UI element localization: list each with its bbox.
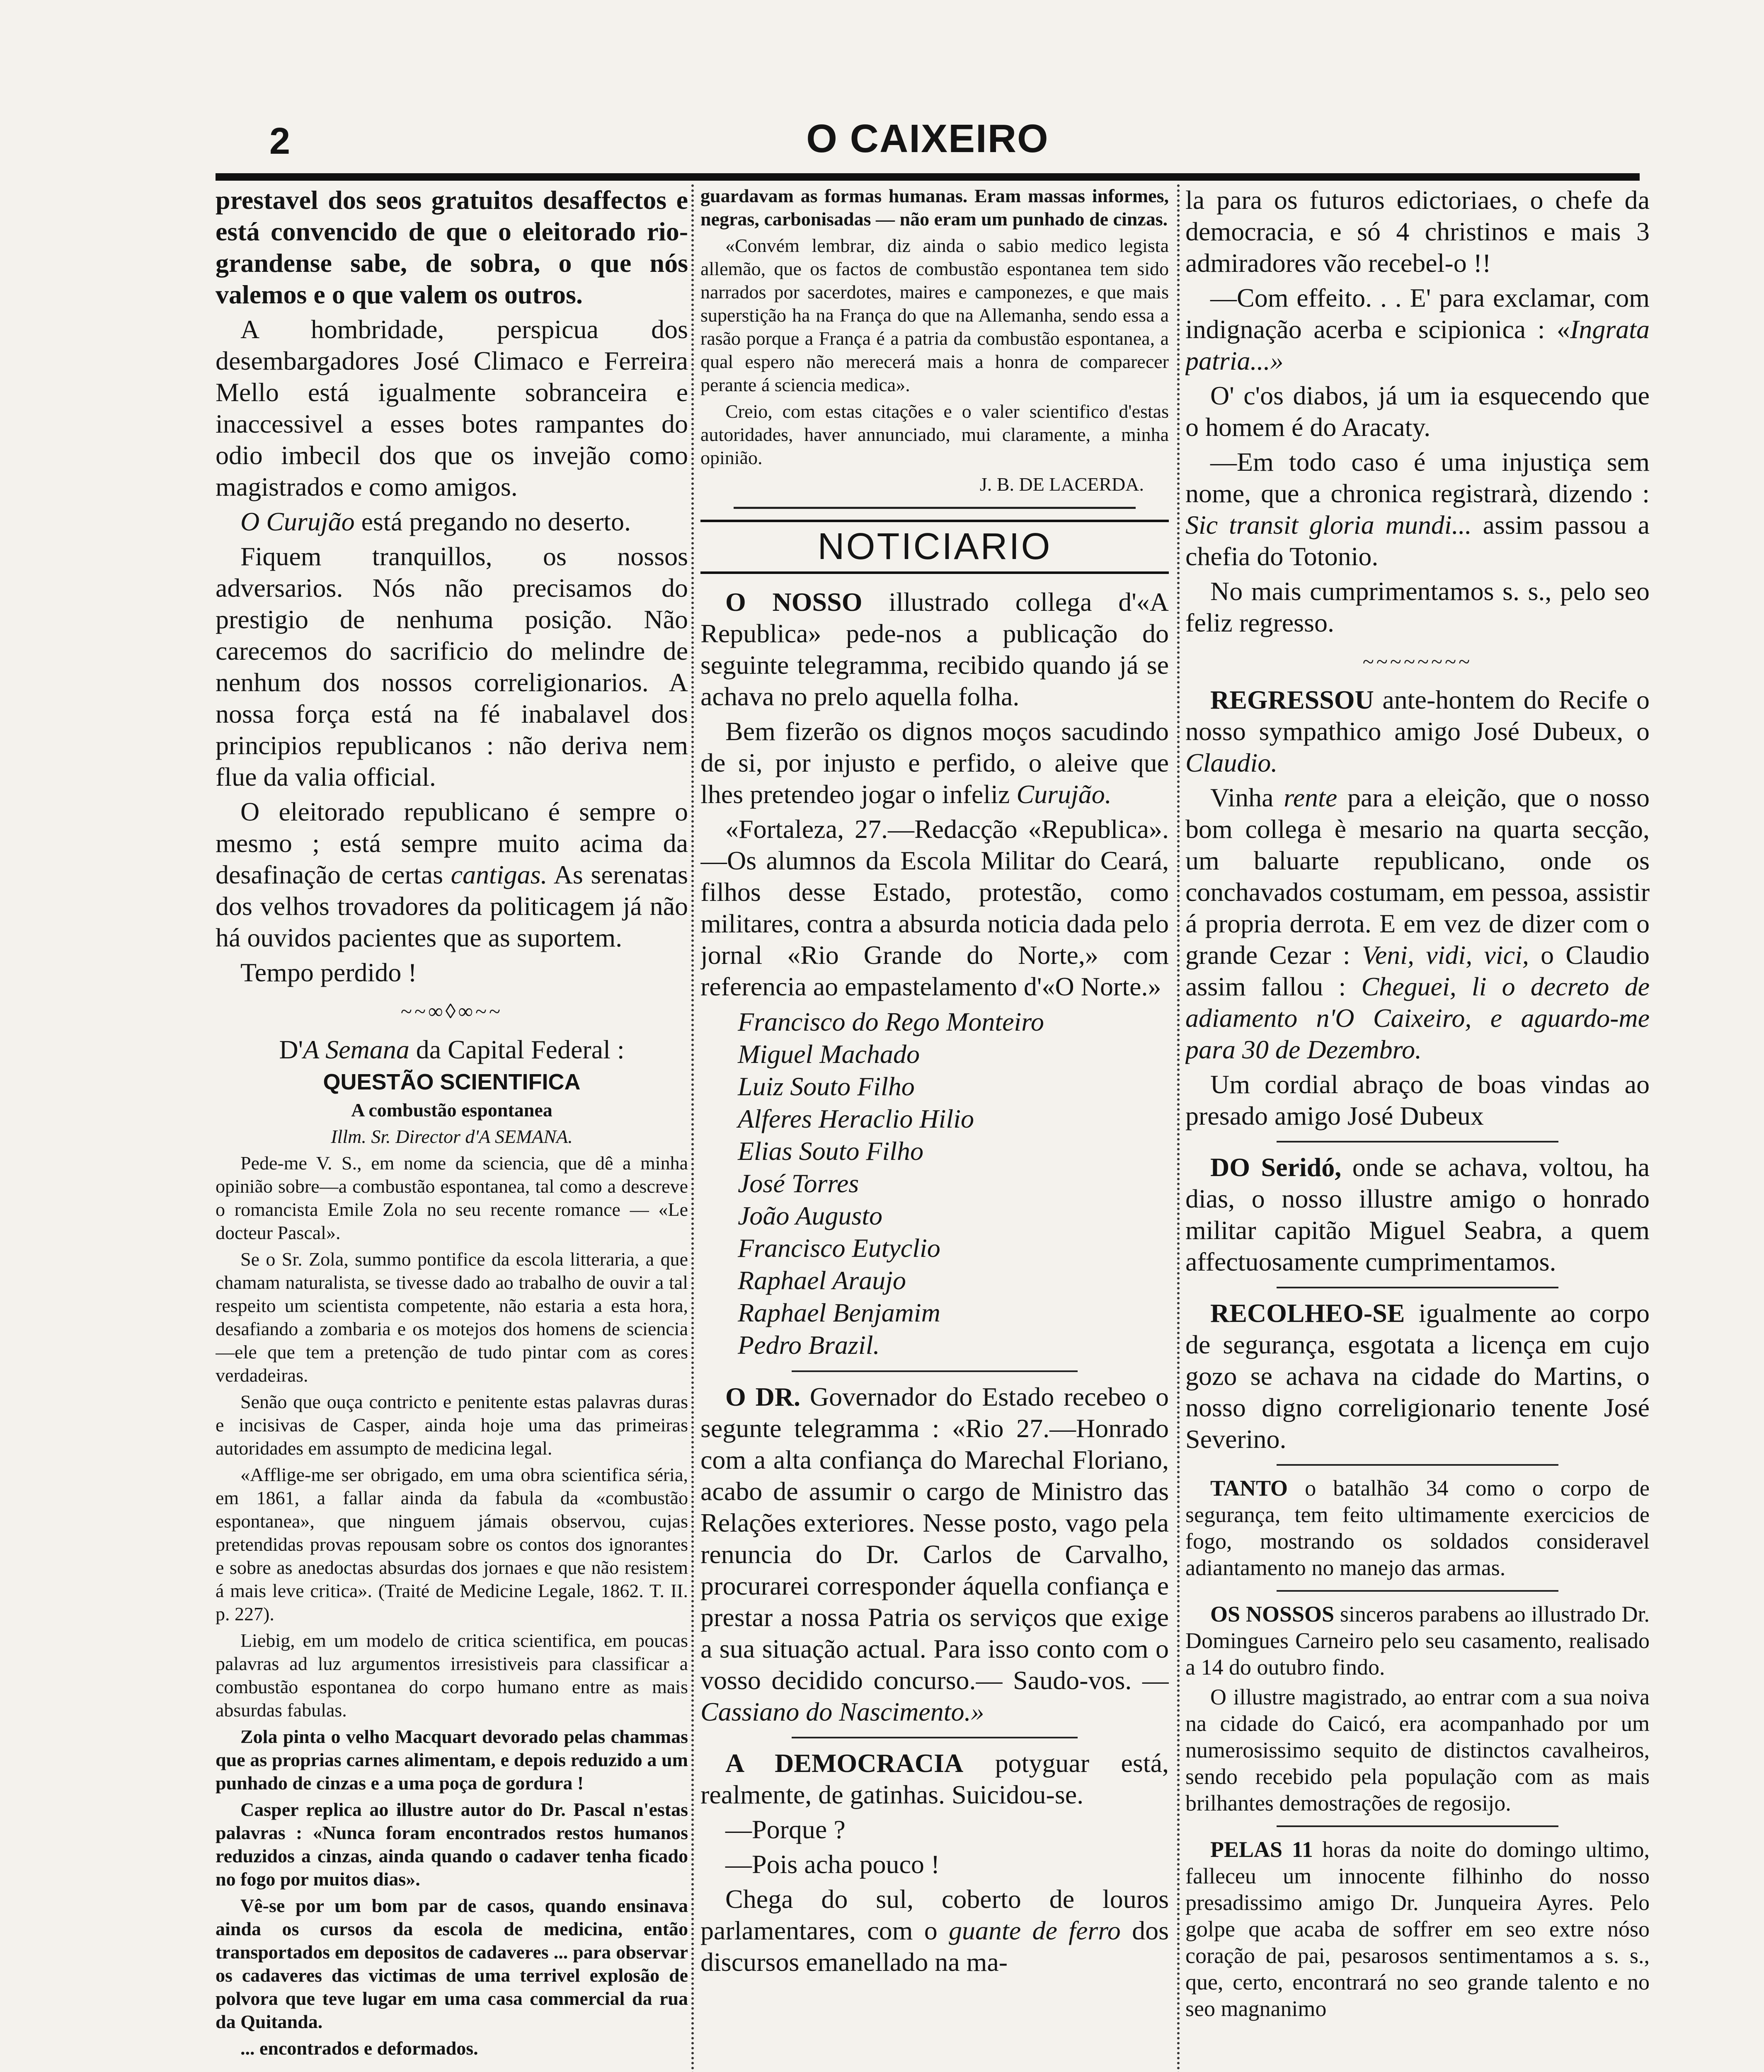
news-text: o batalhão 34 como o corpo de segurança, tem feito ultimamente exercicios de fogo, mostrando os soldados consideravel adiantamento no manejo das armas. bbox=[1185, 1476, 1650, 1580]
news-text: sinceros parabens ao illustrado Dr. Domingues Carneiro pelo seu casamento, realisado a 14 do outubro findo. bbox=[1185, 1602, 1650, 1680]
news-item bbox=[1185, 1475, 1650, 1581]
news-lead: A DEMOCRACIA bbox=[725, 1748, 964, 1778]
signatory-name: Miguel Machado bbox=[738, 1039, 920, 1069]
news-text: onde se achava, voltou, ha dias, o nosso illustre amigo o honrado militar capitão Miguel Seabra, a quem affectuosamente cumprimentamos. bbox=[1185, 1152, 1650, 1276]
article-paragraph: «Convém lembrar, diz ainda o sabio medico legista allemão, que os factos de combustão espontanea tem sido narrados por sacerdotes, maires e camponezes, e que mais superstição ha na França do que na Allemanha, sendo essa a rasão porque a França é a patria da combustão espontanea, a qual espero não merecerá mais a honra de comparecer perante á sciencia medica». bbox=[700, 235, 1169, 395]
article-text: cantigas. bbox=[451, 860, 548, 889]
news-lead: O NOSSO bbox=[725, 587, 863, 617]
item-rule bbox=[1277, 1590, 1558, 1592]
news-text: —Em todo caso é uma injustiça sem nome, que a chronica registrarà, dizendo : bbox=[1185, 447, 1650, 508]
article-subtitle: A combustão espontanea bbox=[351, 1099, 552, 1121]
article-paragraph: Fiquem tranquillos, os nossos adversarios. Nós não precisamos do prestigio de nenhuma posição. Não carecemos do sacrificio do melindre de nenhum dos nossos correligionarios. A nossa força está na fé inabalavel dos principios republicanos : não deriva nem flue da valia official. bbox=[216, 542, 688, 792]
news-item bbox=[1185, 1152, 1650, 1278]
news-text: Chega do sul, coberto de louros parlamentares, com o bbox=[700, 1884, 1169, 1945]
news-item: O illustre magistrado, ao entrar com a sua noiva na cidade do Caicó, era acompanhado por um numerosissimo sequito de distinctos cavalheiros, sendo recebido pela população com as mais brilhantes demostrações de regosijo. bbox=[1185, 1685, 1650, 1815]
signatory-name: Pedro Brazil. bbox=[738, 1330, 880, 1360]
article-paragraph bbox=[216, 506, 688, 537]
news-item bbox=[700, 716, 1169, 810]
news-lead: RECOLHEO-SE bbox=[1210, 1298, 1405, 1328]
news-item bbox=[1185, 1836, 1650, 2022]
news-lead: DO Seridó, bbox=[1210, 1152, 1342, 1182]
column-separator bbox=[691, 184, 694, 2072]
item-rule bbox=[1277, 1464, 1558, 1466]
news-text: para a eleição, que o nosso bom collega è mesario na quarta secção, um baluarte republicano, onde os conchavados costumam, em pessoa, assistir á propria derrota. E em vez de dizer com o grande Cezar : bbox=[1185, 783, 1650, 970]
news-text: guante de ferro bbox=[948, 1916, 1121, 1945]
signatory-name: Francisco do Rego Monteiro bbox=[738, 1007, 1044, 1036]
signatory-name: Luiz Souto Filho bbox=[738, 1072, 915, 1101]
news-text: illustrado collega d'«A Republica» pede-nos a publicação do seguinte telegramma, recibido quando já se achava no prelo aquella folha. bbox=[700, 587, 1169, 711]
signatory-name: João Augusto bbox=[738, 1201, 883, 1230]
news-text: assim passou a chefia do Totonio. bbox=[1185, 510, 1650, 571]
page-number: 2 bbox=[269, 121, 291, 162]
column-separator bbox=[1177, 184, 1180, 2072]
news-item bbox=[700, 1883, 1169, 1978]
news-lead: PELAS 11 bbox=[1210, 1837, 1313, 1862]
header-rule bbox=[216, 173, 1640, 181]
article-text: As serenatas dos velhos trovadores da politicagem já não há ouvidos pacientes que as suportem. bbox=[216, 860, 688, 952]
article-paragraph: A hombridade, perspicua dos desembargadores José Climaco e Ferreira Mello está igualmente sobranceira e inaccessivel a esses botes rampantes do odio imbecil dos que os invejão como magistrados e como amigos. bbox=[216, 315, 688, 501]
news-text: Curujão. bbox=[1016, 779, 1112, 809]
article-paragraph: Casper replica ao illustre autor do Dr. Pascal n'estas palavras : «Nunca foram encontrados restos humanos reduzidos a cinzas, ainda quando o cadaver tenha ficado no fogo por muitos dias». bbox=[216, 1799, 688, 1890]
signatory-list bbox=[700, 1006, 1169, 1361]
news-text: Ingrata patria...» bbox=[1185, 315, 1650, 375]
news-text: igualmente ao corpo de segurança, esgotata a licença em cujo gozo se achava na cidade do Martins, o nosso digno correligionario tenente José Severino. bbox=[1185, 1298, 1650, 1454]
article-paragraph: Se o Sr. Zola, summo pontifice da escola litteraria, a que chamam naturalista, se tivesse dado ao trabalho de ouvir a tal respeito um scientista competente, não estaria a esta hora, desafiando a zombaria e os motejos dos homens de sciencia—ele que tem a pretenção de tudo pintar com as cores verdadeiras. bbox=[216, 1249, 688, 1386]
news-item bbox=[1185, 782, 1650, 1065]
news-lead: O DR. bbox=[725, 1382, 801, 1411]
news-text: Claudio. bbox=[1185, 748, 1278, 777]
source-line bbox=[216, 1034, 688, 1065]
section-rule bbox=[734, 507, 1136, 509]
signatory-name: Francisco Eutyclio bbox=[738, 1233, 940, 1263]
news-item bbox=[1185, 282, 1650, 377]
news-item: —Porque ? bbox=[725, 1815, 846, 1844]
column-2 bbox=[700, 184, 1169, 2072]
news-text: Governador do Estado recebeo o segunte telegramma : «Rio 27.—Honrado com a alta confiança do Marechal Floriano, acabo de assumir o cargo de Ministro das Relações exteriores. Nesse posto, vago pela renuncia do Dr. Carlos de Carvalho, procurarei corresponder áquella confiança e prestar a nossa Patria os serviços que exige a sua situação actual. Para isso conto com o vosso decidido concurso.— Saudo-vos. — bbox=[700, 1382, 1169, 1695]
article-paragraph: Pede-me V. S., em nome da sciencia, que dê a minha opinião sobre—a combustão espontanea, tal como a descreve o romancista Emile Zola no seu recente romance — «Le docteur Pascal». bbox=[216, 1152, 688, 1243]
signatory-name: José Torres bbox=[738, 1169, 859, 1198]
news-text: horas da noite do domingo ultimo, falleceu um innocente filhinho do nosso presadissimo amigo Dr. Junqueira Ayres. Pelo golpe que acaba de soffrer em seo extre nóso coração de pai, pesarosos sentimentamos a s. s., que, certo, encontrará no seo grande talento e no seo magnanimo bbox=[1185, 1837, 1650, 2021]
signature: J. B. DE LACERDA. bbox=[979, 474, 1144, 495]
news-item: «Fortaleza, 27.—Redacção «Republica».—Os alumnos da Escola Militar do Ceará, filhos desse Estado, protestão, como militares, contra a absurda noticia dada pelo jornal «Rio Grande do Norte,» com referencia ao empastelamento d'«O Norte.» bbox=[700, 814, 1169, 1001]
column-1 bbox=[216, 184, 688, 2072]
news-text: Vinha bbox=[1210, 783, 1284, 812]
curujao-name: O Curujão bbox=[240, 507, 355, 536]
news-item: la para os futuros edictoriaes, o chefe da democracia, e só 4 christinos e mais 3 admiradores vão recebel-o !! bbox=[1185, 185, 1650, 278]
news-item: Um cordial abraço de boas vindas ao presado amigo José Dubeux bbox=[1185, 1070, 1650, 1130]
news-item bbox=[1185, 1601, 1650, 1680]
news-text: —Com effeito. . . E' para exclamar, com indignação acerba e scipionica : « bbox=[1185, 283, 1650, 344]
article-text: está pregando no deserto. bbox=[354, 507, 631, 536]
article-paragraph: Liebig, em um modelo de critica scientifica, em poucas palavras ad luz argumentos irresistiveis para classificar a combustão espontanea do corpo humano entre as mais absurdas fabulas. bbox=[216, 1630, 688, 1721]
news-text: rente bbox=[1284, 783, 1338, 812]
item-rule bbox=[792, 1370, 1078, 1372]
article-address: Illm. Sr. Director d'A SEMANA. bbox=[331, 1126, 573, 1147]
column-3 bbox=[1185, 184, 1650, 2072]
signatory-name: Alferes Heraclio Hilio bbox=[738, 1104, 974, 1133]
news-text: potyguar está, realmente, de gatinhas. Suicidou-se. bbox=[700, 1748, 1169, 1809]
article-paragraph bbox=[216, 796, 688, 954]
masthead-title: O CAIXEIRO bbox=[806, 116, 1049, 161]
item-rule bbox=[1277, 1287, 1558, 1288]
signatory-name: Elias Souto Filho bbox=[738, 1136, 923, 1166]
news-item bbox=[1185, 684, 1650, 779]
article-paragraph: Senão que ouça contricto e penitente estas palavras duras e incisivas de Casper, ainda hoje uma das primeiras autoridades em assumpto de medicina legal. bbox=[216, 1391, 688, 1459]
page-header bbox=[216, 116, 1640, 166]
news-item bbox=[700, 586, 1169, 712]
news-item: —Pois acha pouco ! bbox=[725, 1849, 940, 1879]
news-item bbox=[1185, 446, 1650, 572]
news-text: Bem fizerão os dignos moços sacudindo de si, por injusto e perfido, o aleive que lhes pretendeo jogar o infeliz bbox=[700, 716, 1169, 809]
news-item: No mais cumprimentamos s. s., pelo seo feliz regresso. bbox=[1185, 576, 1650, 637]
news-text: Veni, vidi, vici, bbox=[1362, 940, 1529, 970]
news-text: Cassiano do Nascimento.» bbox=[700, 1697, 984, 1726]
ornament-divider: ~~∞◊∞~~ bbox=[400, 1000, 503, 1023]
ornament-divider: ~~~~~~~~ bbox=[1362, 650, 1473, 673]
news-item bbox=[1185, 1297, 1650, 1455]
news-text: o Claudio assim fallou : bbox=[1185, 940, 1650, 1001]
article-paragraph: Tempo perdido ! bbox=[240, 958, 417, 987]
article-text: O eleitorado republicano é sempre o mesmo ; está sempre muito acima da desafinação de certas bbox=[216, 797, 688, 889]
news-text: dos discursos emanellado na ma- bbox=[700, 1916, 1169, 1977]
article-title: QUESTÃO SCIENTIFICA bbox=[323, 1070, 581, 1094]
article-paragraph: ... encontrados e deformados. bbox=[240, 2038, 478, 2059]
article-paragraph: Creio, com estas citações e o valer scientifico d'estas autoridades, haver annunciado, mui claramente, a minha opinião. bbox=[700, 401, 1169, 468]
news-lead: TANTO bbox=[1210, 1476, 1288, 1501]
signatory-name: Raphael Araujo bbox=[738, 1266, 906, 1295]
item-rule bbox=[1277, 1825, 1558, 1827]
news-text: ante-hontem do Recife o nosso sympathico amigo José Dubeux, o bbox=[1185, 685, 1650, 746]
article-paragraph: prestavel dos seos gratuitos desaffectos e está convencido de que o eleitorado rio-grandense sabe, de sobra, o que nós valemos e o que valem os outros. bbox=[216, 185, 688, 309]
article-paragraph: Zola pinta o velho Macquart devorado pelas chammas que as proprias carnes alimentam, e depois reduzido a um punhado de cinzas e a uma poça de gordura ! bbox=[216, 1726, 688, 1794]
article-paragraph: Vê-se por um bom par de casos, quando ensinava ainda os cursos da escola de medicina, então transportados em depositos de cadaveres ... para observar os cadaveres das victimas de uma terrivel explosão de polvora que teve lugar em uma casa commercial da rua da Quitanda. bbox=[216, 1895, 688, 2032]
source-text: A Semana bbox=[303, 1035, 410, 1064]
section-heading: NOTICIARIO bbox=[700, 520, 1169, 574]
news-text: Sic transit gloria mundi... bbox=[1185, 510, 1472, 540]
item-rule bbox=[1277, 1141, 1558, 1143]
article-paragraph: guardavam as formas humanas. Eram massas informes, negras, carbonisadas — não eram um punhado de cinzas. bbox=[700, 185, 1169, 230]
signatory-name: Raphael Benjamim bbox=[738, 1298, 940, 1327]
news-item: O' c'os diabos, já um ia esquecendo que o homem é do Aracaty. bbox=[1185, 381, 1650, 442]
news-item bbox=[700, 1748, 1169, 1811]
news-lead: OS NOSSOS bbox=[1210, 1602, 1335, 1627]
source-text: D' bbox=[279, 1035, 303, 1064]
news-item bbox=[700, 1381, 1169, 1728]
news-lead: REGRESSOU bbox=[1210, 685, 1374, 714]
item-rule bbox=[792, 1737, 1078, 1738]
article-paragraph: «Afflige-me ser obrigado, em uma obra scientifica séria, em 1861, a fallar ainda da fabula da «combustão espontanea», que ninguem jámais observou, cujas pretendidas provas repousam sobre os contos dos ignorantes e sobre as anedoctas absurdas dos jornaes e que não resistem á mais leve critica». (Traité de Medicine Legale, 1862. T. II. p. 227). bbox=[216, 1464, 688, 1624]
news-text: Cheguei, li o decreto de adiamento n'O Caixeiro, e aguardo-me para 30 de Dezembro. bbox=[1185, 972, 1650, 1064]
source-text: da Capital Federal : bbox=[409, 1035, 625, 1064]
